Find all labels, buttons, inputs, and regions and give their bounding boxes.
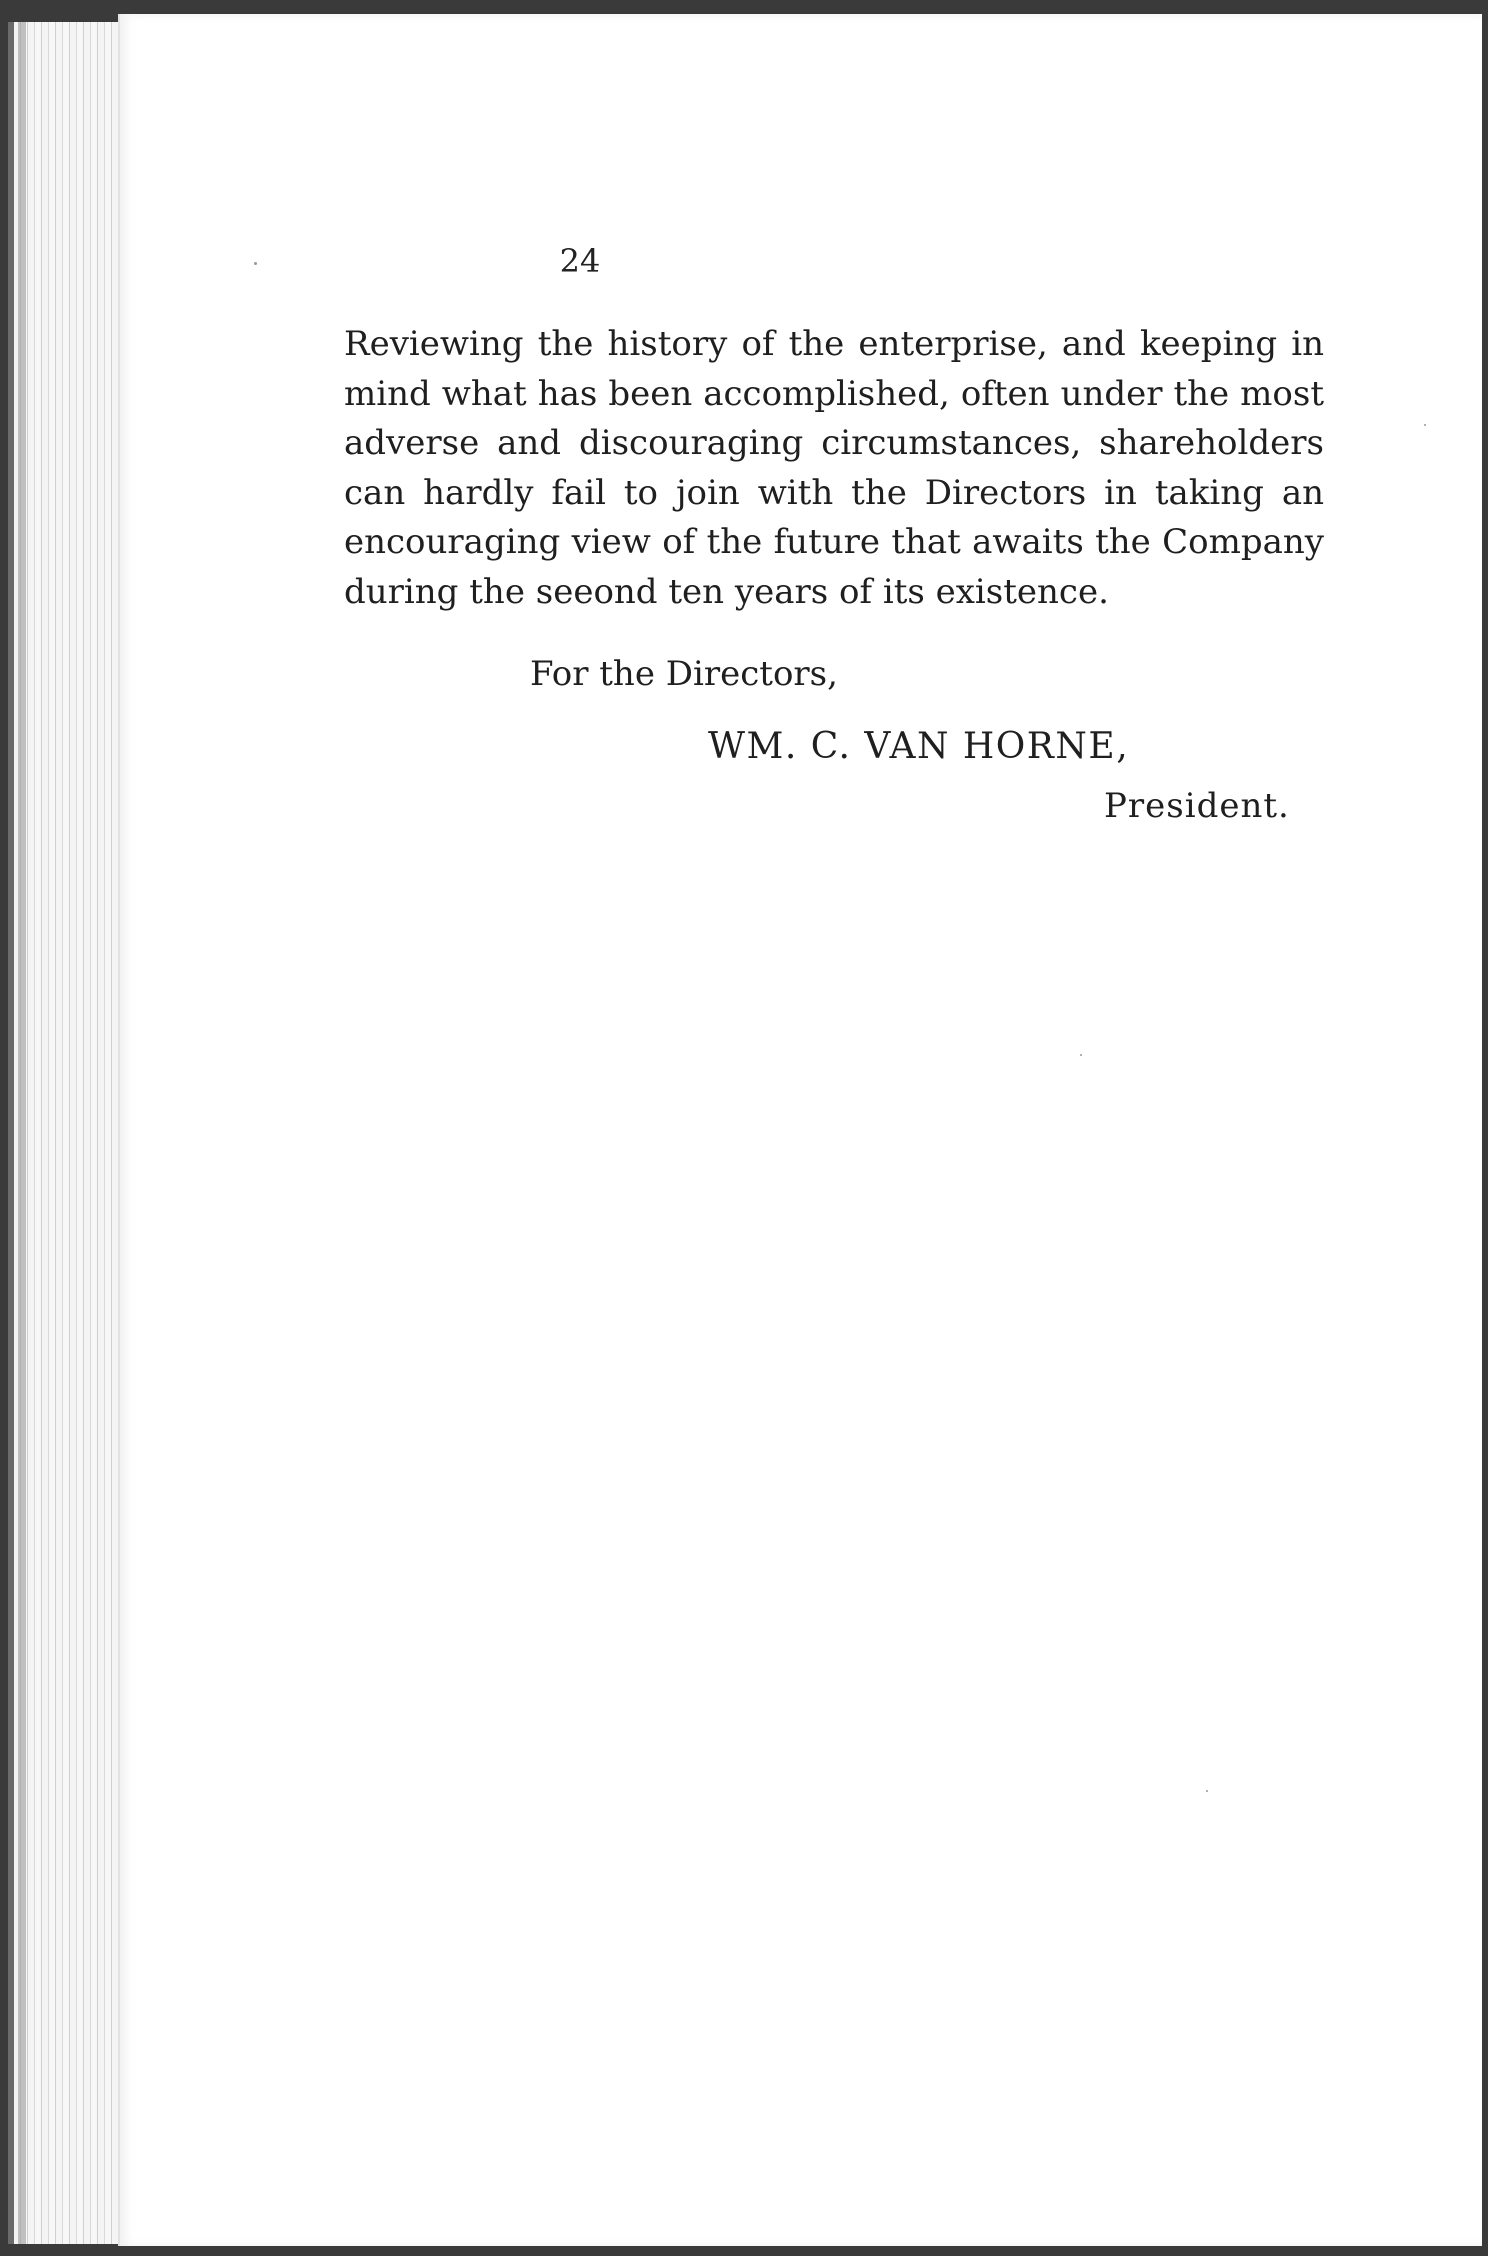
closing-line: For the Directors, bbox=[530, 654, 838, 694]
page-edges bbox=[8, 22, 124, 2244]
speck bbox=[1206, 1790, 1208, 1792]
speck bbox=[1080, 1054, 1082, 1056]
signatory-title: President. bbox=[1104, 786, 1290, 826]
speck bbox=[1424, 424, 1426, 426]
body-paragraph: Reviewing the history of the enterprise, and keeping in mind what has been accomplished, often under the most adverse and discouraging circumstances, shareholders can hardly fail to join with the Directors in taking an encouraging view of the future that awaits the Company during the seeond ten years of its existence. bbox=[344, 324, 1324, 612]
signatory-name: WM. C. VAN HORNE, bbox=[708, 726, 1130, 767]
page-number: 24 bbox=[559, 242, 601, 280]
